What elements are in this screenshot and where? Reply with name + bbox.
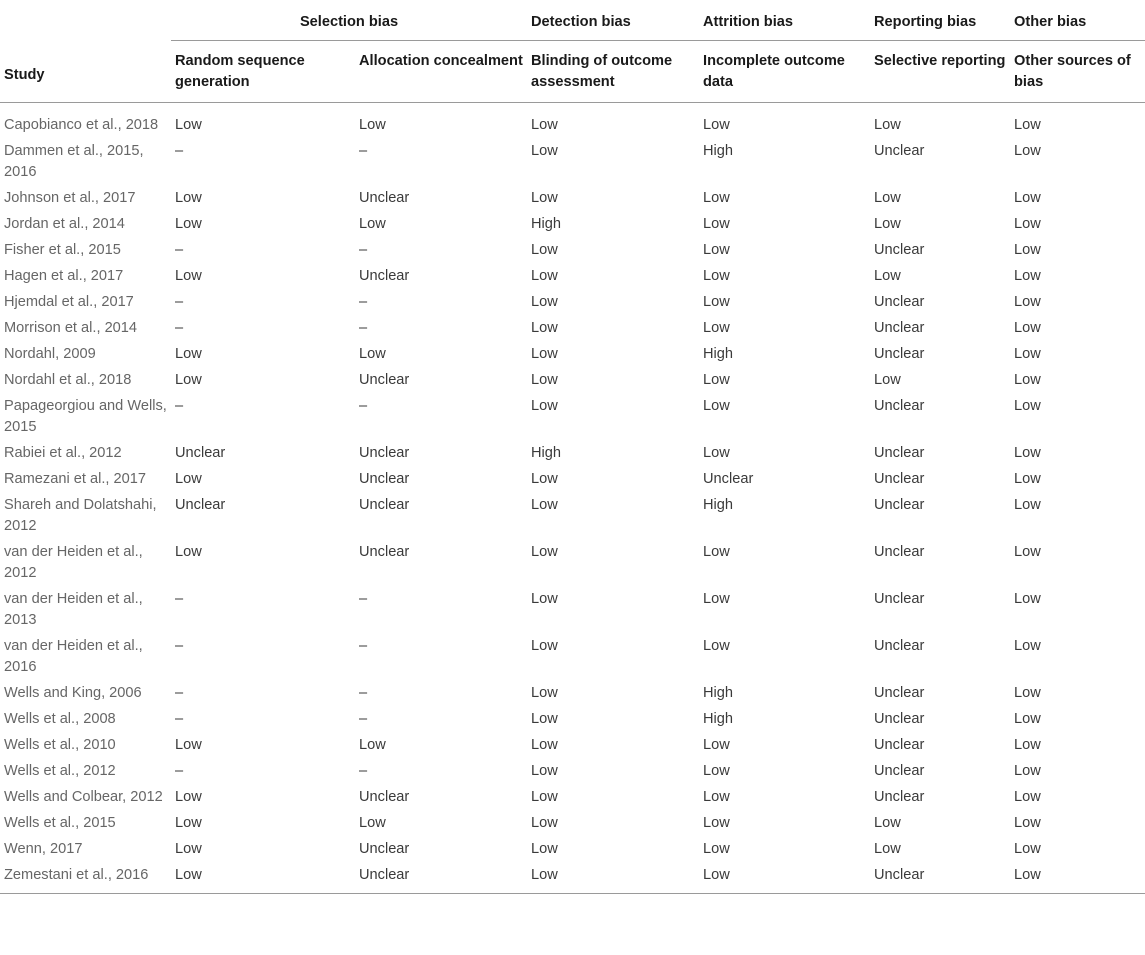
risk-of-bias-table: [0, 5, 1145, 894]
cell-other-sources: Low: [1014, 710, 1041, 727]
cell-blinding: Low: [531, 684, 558, 701]
cell-selective-reporting: Unclear: [874, 637, 925, 654]
column-header-study: Study: [0, 40, 171, 102]
table-row: [0, 493, 1145, 540]
cell-incomplete-data: High: [703, 710, 734, 727]
cell-selective-reporting: Unclear: [874, 241, 925, 258]
cell-study: Wells and King, 2006: [4, 684, 142, 701]
cell-selective-reporting: Unclear: [874, 710, 925, 727]
study-group-spacer: [0, 5, 171, 40]
cell-random-sequence: –: [175, 319, 184, 336]
cell-study: Fisher et al., 2015: [4, 241, 121, 258]
table-row: [0, 759, 1145, 785]
cell-incomplete-data: Low: [703, 293, 730, 310]
table-row: [0, 290, 1145, 316]
cell-incomplete-data: Low: [703, 371, 730, 388]
cell-blinding: High: [531, 444, 562, 461]
cell-blinding: Low: [531, 267, 558, 284]
cell-blinding: Low: [531, 736, 558, 753]
cell-random-sequence: –: [175, 684, 184, 701]
cell-incomplete-data: Low: [703, 788, 730, 805]
cell-allocation: Low: [359, 345, 386, 362]
cell-other-sources: Low: [1014, 267, 1041, 284]
cell-incomplete-data: Low: [699, 863, 870, 894]
cell-allocation: Unclear: [359, 444, 410, 461]
cell-blinding: Low: [531, 496, 558, 513]
cell-allocation: Low: [359, 736, 386, 753]
cell-incomplete-data: Unclear: [703, 470, 754, 487]
column-header-random-sequence: Random sequence generation: [171, 40, 355, 102]
cell-selective-reporting: Unclear: [874, 444, 925, 461]
cell-other-sources: Low: [1014, 637, 1041, 654]
cell-blinding: Low: [531, 345, 558, 362]
cell-selective-reporting: Unclear: [874, 345, 925, 362]
cell-study: Hjemdal et al., 2017: [4, 293, 134, 310]
cell-random-sequence: –: [175, 762, 184, 779]
cell-selective-reporting: Unclear: [874, 788, 925, 805]
cell-selective-reporting: Unclear: [874, 736, 925, 753]
cell-selective-reporting: Unclear: [874, 470, 925, 487]
cell-study: Capobianco et al., 2018: [4, 116, 159, 133]
cell-other-sources: Low: [1014, 543, 1041, 560]
cell-other-sources: Low: [1014, 215, 1041, 232]
cell-selective-reporting: Low: [874, 215, 901, 232]
table-row: [0, 467, 1145, 493]
cell-other-sources: Low: [1014, 590, 1041, 607]
column-header-row: [0, 40, 1145, 102]
table-row: [0, 102, 1145, 139]
cell-allocation: –: [359, 684, 368, 701]
cell-incomplete-data: High: [703, 345, 734, 362]
cell-selective-reporting: Unclear: [874, 496, 925, 513]
cell-allocation: Unclear: [359, 496, 410, 513]
cell-random-sequence: –: [175, 590, 184, 607]
table-body: [0, 102, 1145, 893]
cell-blinding: Low: [531, 840, 558, 857]
cell-study: Dammen et al., 2015, 2016: [4, 142, 144, 180]
cell-selective-reporting: Unclear: [870, 863, 1010, 894]
cell-other-sources: Low: [1014, 788, 1041, 805]
cell-study: van der Heiden et al., 2013: [4, 590, 143, 628]
cell-allocation: Unclear: [359, 840, 410, 857]
cell-incomplete-data: Low: [703, 397, 730, 414]
cell-random-sequence: Low: [175, 215, 202, 232]
cell-allocation: Unclear: [359, 267, 410, 284]
cell-random-sequence: Low: [171, 863, 355, 894]
cell-other-sources: Low: [1014, 762, 1041, 779]
table-row: [0, 441, 1145, 467]
cell-random-sequence: Low: [175, 189, 202, 206]
table-row: [0, 394, 1145, 441]
cell-other-sources: Low: [1014, 116, 1041, 133]
cell-blinding: Low: [531, 116, 558, 133]
cell-random-sequence: –: [175, 637, 184, 654]
cell-random-sequence: Low: [175, 840, 202, 857]
cell-blinding: Low: [531, 241, 558, 258]
cell-selective-reporting: Unclear: [874, 590, 925, 607]
cell-allocation: –: [359, 762, 368, 779]
cell-selective-reporting: Low: [874, 116, 901, 133]
table-row: [0, 186, 1145, 212]
cell-random-sequence: –: [175, 142, 184, 159]
cell-incomplete-data: Low: [703, 444, 730, 461]
table-row: [0, 368, 1145, 394]
cell-other-sources: Low: [1014, 345, 1041, 362]
cell-blinding: Low: [531, 319, 558, 336]
cell-incomplete-data: High: [703, 142, 734, 159]
cell-allocation: –: [359, 241, 368, 258]
cell-allocation: Low: [359, 814, 386, 831]
cell-blinding: Low: [531, 637, 558, 654]
cell-other-sources: Low: [1014, 840, 1041, 857]
cell-allocation: Unclear: [359, 189, 410, 206]
cell-allocation: –: [359, 710, 368, 727]
cell-incomplete-data: Low: [703, 840, 730, 857]
cell-study: Jordan et al., 2014: [4, 215, 125, 232]
table-row: [0, 264, 1145, 290]
cell-other-sources: Low: [1014, 142, 1041, 159]
cell-incomplete-data: Low: [703, 189, 730, 206]
cell-selective-reporting: Unclear: [874, 319, 925, 336]
cell-random-sequence: Low: [175, 345, 202, 362]
cell-random-sequence: Low: [175, 470, 202, 487]
cell-study: Nordahl et al., 2018: [4, 371, 132, 388]
cell-blinding: Low: [531, 590, 558, 607]
cell-random-sequence: Low: [175, 788, 202, 805]
cell-blinding: Low: [531, 762, 558, 779]
cell-selective-reporting: Low: [874, 371, 901, 388]
group-header-row: [0, 5, 1145, 40]
cell-incomplete-data: Low: [703, 762, 730, 779]
cell-random-sequence: Low: [175, 814, 202, 831]
table-row: [0, 785, 1145, 811]
column-header-blinding: Blinding of outcome assessment: [527, 40, 699, 102]
cell-study: Wells et al., 2010: [4, 736, 116, 753]
cell-incomplete-data: Low: [703, 814, 730, 831]
cell-random-sequence: Low: [175, 116, 202, 133]
table-row: [0, 139, 1145, 186]
table-header: [0, 5, 1145, 102]
cell-allocation: Unclear: [355, 863, 527, 894]
table-row: [0, 212, 1145, 238]
cell-selective-reporting: Low: [874, 189, 901, 206]
cell-allocation: –: [359, 590, 368, 607]
cell-incomplete-data: High: [703, 684, 734, 701]
cell-allocation: Unclear: [359, 543, 410, 560]
cell-study: van der Heiden et al., 2016: [4, 637, 143, 675]
cell-allocation: Unclear: [359, 788, 410, 805]
cell-other-sources: Low: [1010, 863, 1145, 894]
table-row: [0, 634, 1145, 681]
cell-study: Nordahl, 2009: [4, 345, 96, 362]
cell-incomplete-data: Low: [703, 543, 730, 560]
column-header-incomplete-data: Incomplete outcome data: [699, 40, 870, 102]
group-header-reporting-bias: Reporting bias: [870, 5, 1010, 40]
table-row: [0, 316, 1145, 342]
cell-incomplete-data: High: [703, 496, 734, 513]
cell-selective-reporting: Unclear: [874, 762, 925, 779]
table-row: [0, 707, 1145, 733]
cell-incomplete-data: Low: [703, 241, 730, 258]
cell-allocation: –: [359, 319, 368, 336]
cell-blinding: Low: [531, 371, 558, 388]
cell-study: Zemestani et al., 2016: [0, 863, 171, 894]
table-row: [0, 863, 1145, 894]
cell-random-sequence: Low: [175, 267, 202, 284]
cell-random-sequence: Low: [175, 736, 202, 753]
cell-incomplete-data: Low: [703, 319, 730, 336]
cell-allocation: –: [359, 397, 368, 414]
cell-allocation: Low: [359, 116, 386, 133]
cell-other-sources: Low: [1014, 444, 1041, 461]
cell-study: Rabiei et al., 2012: [4, 444, 122, 461]
cell-incomplete-data: Low: [703, 267, 730, 284]
cell-selective-reporting: Unclear: [874, 543, 925, 560]
column-header-allocation: Allocation concealment: [355, 40, 527, 102]
table-row: [0, 540, 1145, 587]
group-header-other-bias: Other bias: [1010, 5, 1145, 40]
cell-random-sequence: –: [175, 241, 184, 258]
cell-incomplete-data: Low: [703, 215, 730, 232]
cell-random-sequence: Low: [175, 543, 202, 560]
cell-selective-reporting: Low: [874, 814, 901, 831]
cell-incomplete-data: Low: [703, 116, 730, 133]
group-header-detection-bias: Detection bias: [527, 5, 699, 40]
cell-random-sequence: –: [175, 710, 184, 727]
group-header-selection-bias: Selection bias: [171, 5, 527, 40]
cell-other-sources: Low: [1014, 293, 1041, 310]
cell-blinding: High: [531, 215, 562, 232]
cell-allocation: Unclear: [359, 470, 410, 487]
column-header-selective-reporting: Selective reporting: [870, 40, 1010, 102]
cell-incomplete-data: Low: [703, 590, 730, 607]
table-row: [0, 681, 1145, 707]
cell-allocation: –: [359, 142, 368, 159]
cell-incomplete-data: Low: [703, 736, 730, 753]
cell-other-sources: Low: [1014, 814, 1041, 831]
table-row: [0, 587, 1145, 634]
cell-selective-reporting: Unclear: [874, 684, 925, 701]
cell-study: Papageorgiou and Wells, 2015: [4, 397, 167, 435]
cell-study: Johnson et al., 2017: [4, 189, 136, 206]
cell-blinding: Low: [531, 788, 558, 805]
cell-selective-reporting: Low: [874, 840, 901, 857]
cell-blinding: Low: [531, 470, 558, 487]
cell-study: Wells et al., 2015: [4, 814, 116, 831]
cell-incomplete-data: Low: [703, 637, 730, 654]
cell-study: Shareh and Dolatshahi, 2012: [4, 496, 157, 534]
cell-random-sequence: Low: [175, 371, 202, 388]
cell-other-sources: Low: [1014, 189, 1041, 206]
cell-study: Morrison et al., 2014: [4, 319, 138, 336]
cell-selective-reporting: Unclear: [874, 293, 925, 310]
cell-study: Wells et al., 2008: [4, 710, 116, 727]
cell-blinding: Low: [527, 863, 699, 894]
cell-blinding: Low: [531, 814, 558, 831]
group-header-attrition-bias: Attrition bias: [699, 5, 870, 40]
cell-allocation: Unclear: [359, 371, 410, 388]
cell-selective-reporting: Unclear: [874, 142, 925, 159]
cell-other-sources: Low: [1014, 496, 1041, 513]
cell-study: Wells and Colbear, 2012: [4, 788, 163, 805]
cell-random-sequence: –: [175, 293, 184, 310]
cell-study: Wells et al., 2012: [4, 762, 116, 779]
cell-other-sources: Low: [1014, 371, 1041, 388]
cell-study: Hagen et al., 2017: [4, 267, 124, 284]
cell-other-sources: Low: [1014, 397, 1041, 414]
table-row: [0, 837, 1145, 863]
cell-random-sequence: –: [175, 397, 184, 414]
table-row: [0, 811, 1145, 837]
table-row: [0, 238, 1145, 264]
cell-other-sources: Low: [1014, 241, 1041, 258]
cell-other-sources: Low: [1014, 684, 1041, 701]
cell-blinding: Low: [531, 189, 558, 206]
table-row: [0, 342, 1145, 368]
cell-allocation: –: [359, 637, 368, 654]
cell-blinding: Low: [531, 142, 558, 159]
cell-other-sources: Low: [1014, 319, 1041, 336]
cell-selective-reporting: Low: [874, 267, 901, 284]
cell-other-sources: Low: [1014, 470, 1041, 487]
table-row: [0, 733, 1145, 759]
cell-blinding: Low: [531, 710, 558, 727]
cell-study: Ramezani et al., 2017: [4, 470, 146, 487]
column-header-other-sources: Other sources of bias: [1010, 40, 1145, 102]
cell-blinding: Low: [531, 397, 558, 414]
cell-study: Wenn, 2017: [4, 840, 83, 857]
cell-allocation: –: [359, 293, 368, 310]
cell-allocation: Low: [359, 215, 386, 232]
cell-study: van der Heiden et al., 2012: [4, 543, 143, 581]
cell-blinding: Low: [531, 293, 558, 310]
cell-blinding: Low: [531, 543, 558, 560]
cell-other-sources: Low: [1014, 736, 1041, 753]
cell-random-sequence: Unclear: [175, 444, 226, 461]
cell-selective-reporting: Unclear: [874, 397, 925, 414]
cell-random-sequence: Unclear: [175, 496, 226, 513]
